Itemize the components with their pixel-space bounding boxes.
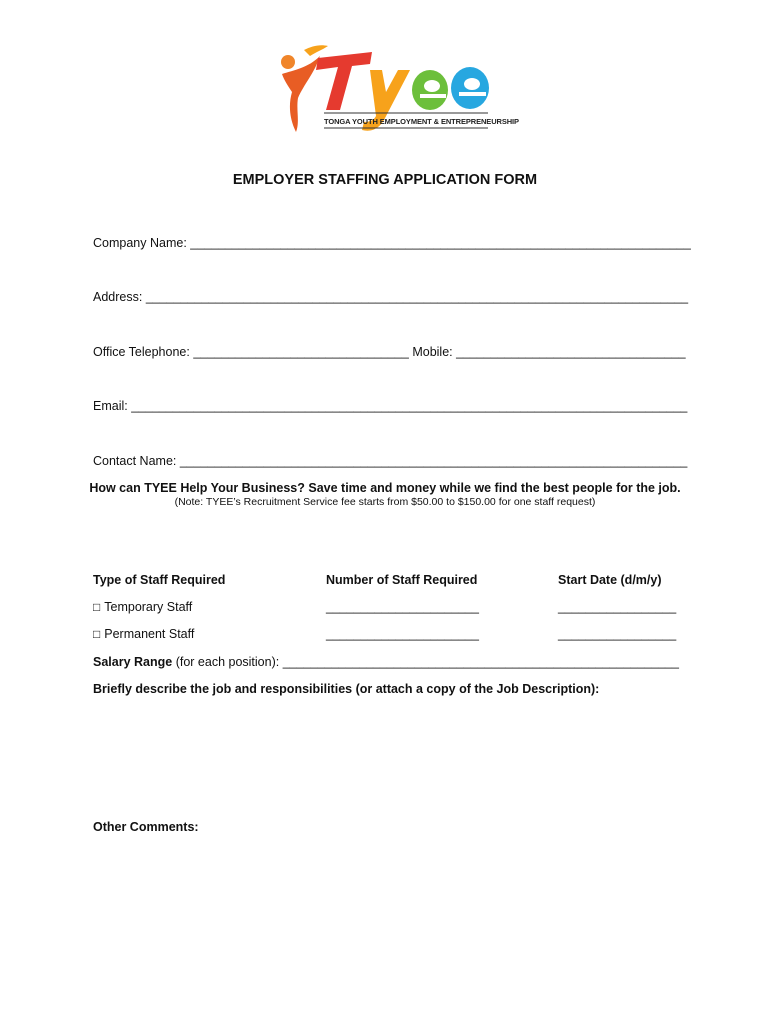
salary-range-sublabel: (for each position):	[172, 655, 283, 669]
company-name-label: Company Name:	[93, 236, 187, 250]
email-label: Email:	[93, 399, 128, 413]
job-description-label: Briefly describe the job and responsibilities (or attach a copy of the Job Description):	[93, 682, 600, 696]
office-telephone-label: Office Telephone:	[93, 345, 190, 359]
start-date-header: Start Date (d/m/y)	[558, 573, 662, 587]
temporary-staff-checkbox[interactable]: □	[93, 600, 101, 614]
phone-row	[93, 344, 686, 360]
email-field[interactable]: ________________________________________________________________________________	[131, 399, 688, 413]
logo-letter-t	[316, 52, 372, 110]
permanent-number-field[interactable]: ______________________	[326, 627, 479, 641]
mobile-field[interactable]: _________________________________	[456, 345, 686, 359]
office-telephone-field[interactable]: _______________________________	[193, 345, 409, 359]
mobile-label: Mobile:	[412, 345, 453, 359]
permanent-staff-option[interactable]	[93, 626, 194, 642]
contact-name-row	[93, 453, 687, 469]
address-field[interactable]: ______________________________________________________________________________	[145, 290, 689, 304]
permanent-staff-checkbox[interactable]: □	[93, 627, 101, 641]
salary-range-field[interactable]: _________________________________________________________	[282, 655, 679, 669]
temporary-number-field[interactable]: ______________________	[326, 600, 479, 614]
logo-figure-arm	[304, 45, 328, 56]
contact-name-label: Contact Name:	[93, 454, 177, 468]
permanent-date-field[interactable]: _________________	[558, 627, 677, 641]
salary-range-label: Salary Range	[93, 655, 173, 669]
number-of-staff-header: Number of Staff Required	[326, 573, 478, 587]
type-of-staff-header: Type of Staff Required	[93, 573, 226, 587]
fee-note: (Note: TYEE’s Recruitment Service fee starts from $50.00 to $150.00 for one staff request)	[174, 496, 596, 508]
contact-name-field[interactable]: _________________________________________________________________________	[179, 454, 688, 468]
temporary-staff-label: Temporary Staff	[104, 600, 193, 614]
logo-figure-head	[281, 55, 295, 69]
job-description-area[interactable]	[93, 700, 673, 810]
temporary-date-field[interactable]: _________________	[558, 600, 677, 614]
address-row	[93, 289, 688, 305]
salary-range-row	[93, 654, 679, 670]
company-name-field[interactable]: ________________________________________________________________________	[190, 236, 691, 250]
address-label: Address:	[93, 290, 143, 304]
help-heading: How can TYEE Help Your Business? Save time and money while we find the best people for the job.	[89, 481, 681, 495]
other-comments-area[interactable]	[93, 838, 673, 978]
tyee-logo	[274, 40, 519, 136]
other-comments-label: Other Comments:	[93, 820, 199, 834]
permanent-staff-label: Permanent Staff	[104, 627, 195, 641]
company-name-row	[93, 235, 691, 251]
temporary-staff-option[interactable]	[93, 599, 192, 615]
logo-subtitle: TONGA YOUTH EMPLOYMENT & ENTREPRENEURSHIP	[324, 117, 519, 126]
form-title: EMPLOYER STAFFING APPLICATION FORM	[232, 172, 538, 188]
email-row	[93, 398, 687, 414]
